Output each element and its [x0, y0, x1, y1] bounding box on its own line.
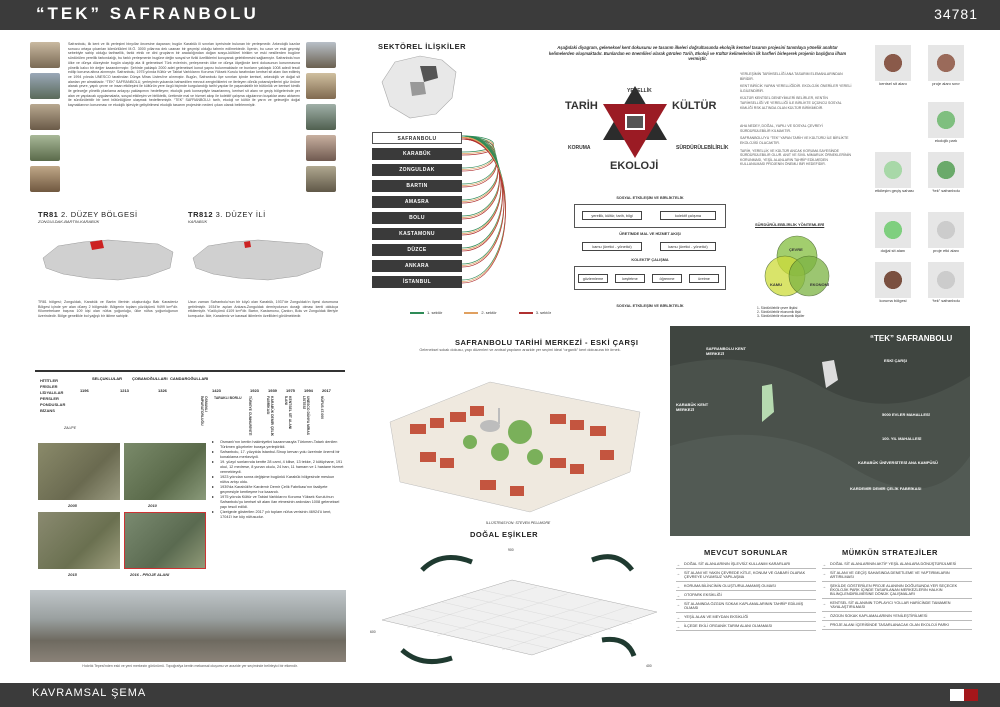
aerial-year: 2005 — [68, 503, 77, 508]
panorama-caption: Hıdırlık Tepesi'nden eski ve yeni merkezin görünümü. Topoğrafya kentin mekansal oluşumu ve arazide yer seçiminde belirleyici bir etkendir. — [82, 664, 298, 668]
year-label: 1196 — [80, 388, 89, 393]
legend-entry: 2. sektör — [464, 310, 496, 315]
tek-map-label: 100. YIL MAHALLESİ — [882, 436, 922, 441]
flow-box: kolektif çalışma — [660, 211, 716, 220]
sector-city-bar: KARABÜK — [372, 148, 462, 160]
flow-diagram — [570, 196, 730, 314]
strategies-title: MÜMKÜN STRATEJİLER — [842, 548, 938, 557]
word-tarih: TARİH — [565, 100, 598, 112]
historic-center-title: SAFRANBOLU TARİHİ MERKEZİ - ESKİ ÇARŞI — [455, 338, 639, 347]
concept-side-notes — [740, 72, 852, 167]
flow-box: yerellik, kültür, tarih, bilgi — [582, 211, 642, 220]
flow-header: SOSYAL ETKİLEŞİM VE BİRLİKTELİK — [616, 196, 684, 200]
strategy-item: → PROJE ALANI İÇERİSİNDE TASARLANACAK OLAN EKOLOJİ PARKI — [822, 621, 972, 630]
photo-thumb — [306, 135, 336, 161]
sector-city-bar: AMASRA — [372, 196, 462, 208]
timeline-events: OSMANLI İMPARATORLUĞU TARAKLI BORLU TÜRKİYE CUMHURİYETİ KARABÜK DEMİR ÇELİK FABRİKASI KENTSEL SİT ALANI İLANI UNESCO DÜNYA MİRAS LİSTESİ NÜFUS 47.000 — [200, 396, 324, 437]
sector-link — [462, 136, 503, 248]
word-ekoloji: EKOLOJİ — [610, 160, 659, 172]
side-note: TARİH, YERELLİK VE KÜLTÜR ANCAK KORUMA SAYESİNDE SÜRDÜRÜLEBİLİR OLUR. ANIT VE SİVİL MİMARLIK ÖRNEKLERİNİN KORUNMASI, YEŞİL ALANLARIN TAHRİP EDİLMEDEN KULLANILMASI PROJENİN ÖNEMLİ BİR HEDEFİDİR. — [740, 148, 852, 167]
thresholds-title: DOĞAL EŞİKLER — [470, 530, 539, 539]
intro-text: Safranbolu, ilk kent ve ilk yerleşimi binyıllar öncesine dayanan; bugün Karabük ili sınırları içerisinde bulunan bir yerleşmedir. Arkeolojik kazılar sonucu ortaya çıkarılan kömürlükleri M.Ö. 3000 yıllarına dek uzanan bir geçmişi olduğu tahmin edilmektedir. İlçenin, bu uzun ve eski geçmişi sebebiyle sahip olduğu tarihsellik, farklı etnik ve dini grupların bir aradalığından doğan sosyo-kültürel birikim ve eski nesillerden bugüne sürdürülen yerellik farkındalığı, bu farklı yerleşmenin bugüne değin sosyal ve fiziki özelliklerini koruyarak gelebilmesini sağlamıştır. Safranbolu'nun ülke ve dünya düzeyinde bugün ulaştığı ata ili geleneksel Türk evlerinin, yerleşmenin ülke ve dünya ölçeğinde kent dokusunun korunmasına yönelik kalıcı bir değer kazandırmıştır. Şehirde yaklaşık 2000 adet geleneksel konut yapısı bulunmaktadır ve bunların yaklaşık 1008 adedi tescil edilip koruma altına alınmıştır. Safranbolu, 1975 yılında Kültür ve Tabiat Varlıklarını Koruma Yüksek Kurulu tarafından kentsel sit alanı ilan edilmiş ve 1994 yılında UNESCO tarafından Dünya Miras Listesi'ne alınmıştır. Bugün, Safranbolu ilçe sınırları içinde kentsel, arkeolojik ve doğal sit alanları yer almaktadır. “TEK” SAFRANBOLU, yerleşimin yukarıda bahsedilen mevcut zenginliklerini ve ilerleyen dönük potansiyellerini göz önüne alarak çevre, yapılı çevre ve insan etkileşimi ile kültürün yere özgü biçimde kurgulandığı tarihi yapılar ile yaşanılabilir bir bütünlük ve kentsel kimlik ile geleceğe yönelik planlama anlayışı yaklaşımını hedefleyen; ekolojik park konseptiyle tasarlanmış, kentsel sit alanı ve geçiş bölgelerinde yer alan ve yapılacak uygulamalarla, sosyal etkileşim ve birliktelik, üretimde mal ve hizmet akışı ile kolektif çalışma olgularının kuşaklar arası aktarımı ile sürdürülebilir bir kent bütünlüğüne ulaşmak hedeflenmiştir. “TEK” SAFRANBOLU: tarih, ekoloji ve kültür ile yarın ve geleceğin doğal kaynaklarının korunması ve ekolojik işleviyle geliştirilmesi ekolojik tasarım projesinin nedeni çıkan olarak belirlenmiştir. — [68, 42, 300, 108]
legend-swatch — [519, 312, 533, 314]
strategies-list — [822, 560, 972, 630]
problem-item: → SİT ALANI VE YAKIN ÇEVREDE KİTLE, KONUM VE GABARİ OLARAK ÇEVREYE UYUMSUZ YAPILAŞMA — [676, 569, 816, 582]
map-tile — [875, 212, 911, 253]
year-label: 1975 — [286, 388, 295, 393]
photo-thumb — [30, 42, 60, 68]
photo-thumb — [30, 104, 60, 130]
illustration-credit: İLLÜSTRASYON: STEVEN PELLMORE — [486, 521, 551, 525]
turkey-map — [38, 228, 178, 288]
map-tile-label: ekolojik park — [934, 138, 958, 143]
side-note: YERLEŞİMİN TARİHSELLİĞİ ANA TASARIM ELEMANLARINDAN BİRİDİR. — [740, 72, 843, 81]
aerial-year: 2015 — [68, 572, 77, 577]
strategy-item: → ŞEKİLDE GÖSTERİLEN PROJE ALANININ DOĞUSUNDA YER SEÇECEK EKOLOJİK PARK İÇİNDE TASARLANAN MERKEZLERİN HALKIN BİLİNÇLENDİRİLMESİNE DÖNÜK ÇALIŞMALARI — [822, 582, 972, 599]
venn-notes: 1- Sürdürülebilir çevre ilişkisi 2- Sürdürülebilir ekonomik ilişki 3- Sürdürülebilir ekonomik ilişkiler — [757, 306, 805, 318]
side-note: SAFRANBOLU'YU “TEK” YAPAN TARİH VE KÜLTÜRÜ İLE BİRLİKTE EKOLOJİSİ OLACAKTIR. — [740, 136, 849, 145]
historic-center-subtitle: Geleneksel sokak dokusu, yapı düzenleri ve anıtsal yapıların arazide yer seçimi ideal “organik” kent dokusuna bir örnek. — [419, 348, 621, 352]
sector-link — [462, 138, 504, 266]
timeline-notes — [212, 440, 344, 520]
tek-map-panel — [670, 326, 970, 536]
map-tile-label: koruma bölgesi — [879, 298, 907, 303]
map-tile — [928, 45, 964, 86]
region-map-title: TR81 2. DÜZEY BÖLGESİ — [38, 210, 138, 219]
region-map-2 — [188, 210, 328, 293]
problem-item: → SİT ALANINDA ÖZGÜN SOKAK KAPLAMALARININ TAHRİP EDİLMİŞ OLMASI — [676, 600, 816, 613]
timeline-note: ▸ Osmanlı'nın kentin hakimiyetini kazanmasıyla Türkmen-Tatarlı denilen Türkmen göçebeler buraya yerleştirildi. — [212, 440, 344, 450]
photo-thumb — [306, 42, 336, 68]
region-text-1: TR81 bölgesi; Zonguldak, Karabük ve Bartın illerinin oluşturduğu Batı Karadeniz Bölgesi içinde yer alan düzey 2 bölgesidir. Bölgenin toplam yüzölçümü 9499 km²'dir. Kilometrekare başına 109 kişi olan nüfus yoğunluğu, ülke nüfus yoğunluğunun üzerindedir. Bölge genellikle bol yağışlı bir iklime sahiptir. — [38, 300, 178, 319]
map-tile — [875, 262, 911, 303]
tek-map-label: KARABÜK ÜNİVERSİTESİ ANA KAMPÜSÜ — [858, 460, 938, 465]
photo-thumb — [306, 73, 336, 99]
tek-map-title: “TEK” SAFRANBOLU — [870, 334, 953, 343]
map-tile — [928, 212, 964, 253]
year-label: 2017 — [322, 388, 331, 393]
tek-map-label: KARABÜK KENT MERKEZİ — [676, 402, 709, 412]
venn-title: SÜRDÜRÜLEBİLİRLİK YÖNTEMLERİ — [755, 222, 825, 227]
flow-box: kamu (üretici - yönetici) — [660, 242, 716, 251]
map-tile — [928, 262, 964, 303]
flow-header: ÜRETİMDE MAL VE HİZMET AKIŞI — [619, 232, 681, 236]
region-map-1 — [38, 210, 178, 293]
map-tile-label: doğal sit alanı — [880, 248, 906, 253]
venn-diagram — [757, 232, 837, 304]
map-tile-shape — [875, 152, 911, 188]
timeline-note: ▸ 1975 yılında Kültür ve Tabiat Varlıklarını Koruma Yüksek Kurulu'nun Safranbolu'yu kentsel sit alanı ilan etmesinin ardından 1008 geleneksel yapı tescil edildi. — [212, 495, 344, 510]
flow-box: gözlemleme — [578, 274, 608, 283]
sector-city-bar: BOLU — [372, 212, 462, 224]
map-tile-shape — [928, 102, 964, 138]
map-tile-label: proje alanı sınır — [932, 81, 960, 86]
map-tile — [875, 152, 914, 193]
map-tile-shape — [928, 152, 964, 188]
timeline-periods: HİTİTLER FRİGLER LİDYALILAR PERSLER PONDUSLAR BİZANS — [40, 378, 66, 413]
sector-city-bar: ZONGULDAK — [372, 164, 462, 176]
panorama-photo — [30, 590, 346, 662]
problem-item: → YEŞİL ALAN VE MEYDAN EKSİKLİĞİ — [676, 613, 816, 622]
legend-swatch — [464, 312, 478, 314]
sector-link — [462, 136, 506, 280]
photo-thumb — [30, 135, 60, 161]
thresholds-diagram — [362, 540, 672, 670]
legend-entry: 1. sektör — [410, 310, 442, 315]
year-label: 1994 — [304, 388, 313, 393]
sheet-number: 34781 — [934, 6, 978, 22]
sector-city-bar: SAFRANBOLU — [372, 132, 462, 144]
strategy-item: → ÖZGÜN SOKAK KAPLAMALARININ YENİLEŞTİRİLMESİ — [822, 612, 972, 621]
dynasty-label: SELÇUKLULAR — [92, 376, 122, 381]
flow-box: üretme — [689, 274, 719, 283]
timeline-note: ▸ 19. yüzyıl sonlarında kentte 28 cami, 4 kilise, 13 tekke, 2 kütüphane, 191 okul, 12 medrese, 8 yunan okulu, 24 han, 11 hamam ve 1 hastane hizmet vermekteydi. — [212, 460, 344, 475]
tek-map-label: KARDEMİR DEMİR ÇELİK FABRİKASI — [850, 486, 922, 491]
intro-thumbs-right — [306, 42, 338, 192]
footer-mark — [950, 689, 964, 701]
tek-map-label: 5000 EVLER MAHALLESİ — [882, 412, 930, 417]
word-surdurulebilirlik: SÜRDÜRÜLEBİLİRLİK — [676, 145, 729, 151]
map-tile — [928, 152, 964, 193]
timeline-note: ▸ Safranbolu, 17. yüzyılda İstanbul-Sinop kervan yolu üzerinde önemli bir konaklama merkeziydi. — [212, 450, 344, 460]
footer-mark — [964, 689, 978, 701]
year-label: 1326 — [158, 388, 167, 393]
flow-header: SOSYAL ETKİLEŞİM VE BİRLİKTELİK — [616, 304, 684, 308]
photo-thumb — [30, 73, 60, 99]
timeline-note: ▸ 1923 yılından sonra değişime bugünkü Karabük bölgesinde meskun nüfus artışı oldu. — [212, 475, 344, 485]
region-map-subtitle: ZONGULDAK-BARTIN-KARABÜK — [38, 219, 100, 224]
word-kultur: KÜLTÜR — [672, 100, 717, 112]
flow-box: keşfetme — [615, 274, 645, 283]
sector-city-bar: DÜZCE — [372, 244, 462, 256]
word-yerellik: YERELLİK — [627, 88, 652, 94]
year-label: 1423 — [212, 388, 221, 393]
year-label: 1213 — [120, 388, 129, 393]
tek-map-label: ESKİ ÇARŞI — [884, 358, 907, 363]
zalipe-label: ZALİPE — [64, 426, 77, 430]
aerial-photo-project — [124, 512, 206, 569]
threshold-axis-label: 600 — [370, 630, 376, 634]
problem-item: → OTOPARK EKSİKLİĞİ — [676, 591, 816, 600]
region-text-2: Uzun zaman Safranbolu'nun bir köyü olan Karabük, 1937'de Zonguldak'ın ilçesi durumuna getirilmiştir. 1934'te açılan Ankara-Zonguldak demiryolunun durağı olması kenti oldukça etkilemiştir. Yüzölçümü 4109 km²'dir. Bartın, Kastamonu, Çankırı, Bolu ve Zonguldak illeriyle komşudur. İlde, Karadeniz ve karasal iklimlerin özellikleri görülmektedir. — [188, 300, 338, 319]
word-koruma: KORUMA — [568, 145, 591, 151]
map-tile-label: “tek” safranbolu — [932, 298, 960, 303]
strategy-item: → DOĞAL SİT ALANLARININ AKTİF YEŞİL ALANLARA DÖNÜŞTÜRÜLMESİ — [822, 560, 972, 569]
threshold-axis-label: 900 — [508, 548, 514, 552]
sector-city-bar: KASTAMONU — [372, 228, 462, 240]
footer-title: KAVRAMSAL ŞEMA — [32, 687, 147, 699]
aerial-photo — [38, 443, 120, 500]
concept-star — [595, 82, 675, 162]
photo-thumb — [306, 104, 336, 130]
map-tile-shape — [928, 212, 964, 248]
intro-thumbs-left — [30, 42, 62, 192]
turkey-map — [188, 228, 328, 288]
concept-intro: Aşağıdaki diyagram, geleneksel kent dokusunu ve tasarım ilkeleri doğrultusunda ekolojik kentsel tasarım projesini tanımlaya yönelik anahtar kelimelerden oluşmaktadır. Bunlardan en önemlileri olarak görülen Tarih, Ekoloji ve Kültür kelimelerinin ilk harfleri birleşerek projenin başlığına ilham vermiştir. — [548, 45, 847, 61]
year-label: 1939 — [268, 388, 277, 393]
aerial-photo — [38, 512, 120, 569]
timeline-axis — [35, 370, 345, 372]
problem-item: → KORUMA BİLİNCİNİN OLUŞTURULAMAMIŞ OLMASI — [676, 582, 816, 591]
region-map-subtitle: KARABÜK — [188, 219, 208, 224]
map-tile-shape — [875, 262, 911, 298]
dynasty-label: CANDAROĞULLARI — [170, 376, 209, 381]
side-note: AHA NEDEY, DOĞAL, YAPILI VE SOSYAL ÇEVREYİ SÜRDÜRÜLEBİLİR KILMAKTIR. — [740, 124, 823, 133]
photo-thumb — [30, 166, 60, 192]
historic-center-illustration — [370, 362, 660, 522]
sector-city-bar: BARTIN — [372, 180, 462, 192]
map-tile-label: proje etki alanı — [932, 248, 959, 253]
map-tile-shape — [875, 212, 911, 248]
page-title: “TEK” SAFRANBOLU — [36, 4, 259, 23]
photo-thumb — [306, 166, 336, 192]
problem-item: → DOĞAL SİT ALANLARININ İŞLEVSİZ KULLANIM KARARLARI — [676, 560, 816, 569]
map-tile — [928, 102, 964, 143]
threshold-axis-label: 400 — [646, 664, 652, 668]
aerial-photo — [124, 443, 206, 500]
dynasty-label: ÇOBANOĞULLARI — [132, 376, 168, 381]
highlight-region — [244, 241, 251, 248]
map-tile-shape — [875, 45, 911, 81]
map-tile-shape — [928, 45, 964, 81]
problem-item: → İLÇEDE EKİLİ ORGANİK TARIM ALANI OLMAMASI — [676, 622, 816, 631]
problems-title: MEVCUT SORUNLAR — [704, 548, 788, 557]
problems-list — [676, 560, 816, 631]
tek-map-label: SAFRANBOLU KENT MERKEZİ — [706, 346, 746, 356]
sectoral-title: SEKTÖREL İLİŞKİLER — [378, 42, 467, 51]
sectoral-region-map — [380, 52, 460, 122]
sectoral-links — [462, 130, 532, 295]
side-note: KÜLTÜR KENTSEL DENEYİMLERİ BELİRLER, KENTİN TARİHSELLİĞİ VE YERELLİĞİ İLE BİRLİKTE ÜÇÜNCÜ SOSYAL KİMLİĞİ RSK ALTINDA OLAN KÜLTÜR BİRİKİMİDİR. — [740, 96, 842, 110]
flow-header: KOLEKTİF ÇALIŞMA — [631, 258, 669, 262]
aerial-year: 2010 — [148, 503, 157, 508]
venn-set-label: ÇEVRE — [789, 247, 803, 252]
flow-box: öğrenme — [652, 274, 682, 283]
strategy-item: → SİT ALANI VE GEÇİŞ SAHASINDA DENETLEME VE YAPTIRIMLARIN ARTIRILMASI — [822, 569, 972, 582]
aerial-year: 2016 - PROJE ALANI — [130, 572, 170, 577]
sectoral-legend — [410, 310, 551, 315]
venn-set-label: KAMU — [770, 282, 782, 287]
sector-city-bar: İSTANBUL — [372, 276, 462, 288]
map-tile-label: etkileşim geçiş sahası — [875, 188, 914, 193]
timeline-note: ▸ 1939'da Karabük'te Kardemir Demir Çelik Fabrikası'nın faaliyete geçmesiyle kentleşme hız kazandı. — [212, 485, 344, 495]
region-map-title: TR812 3. DÜZEY İLİ — [188, 210, 266, 219]
map-tile-label: kentsel sit alanı — [879, 81, 907, 86]
tek-map-terrain — [670, 326, 970, 536]
flow-box: kamu (üretici - yönetici) — [582, 242, 642, 251]
year-label: 1923 — [250, 388, 259, 393]
legend-swatch — [410, 312, 424, 314]
legend-entry: 3. sektör — [519, 310, 551, 315]
map-tile-shape — [928, 262, 964, 298]
map-tile-label: “tek” safranbolu — [932, 188, 960, 193]
footer-bar — [0, 683, 1000, 707]
venn-set-label: EKONOMİ — [810, 282, 830, 287]
strategy-item: → KENTSEL SİT ALANININ TOPLAYICI YOLLAR HARİCİNDE TAMAMEN YAYALAŞTIRILMASI — [822, 599, 972, 612]
timeline-note: ▸ Çizelgede gösterilen 2017 yılı toplam nüfus verisinin 46924'ü kent, 17041'i ise köy nüfusudur. — [212, 510, 344, 520]
map-tile — [875, 45, 911, 86]
sector-city-bar: ANKARA — [372, 260, 462, 272]
side-note: KENT BİRİCİK YAPAN YERELLİĞİDİR. EKOLOJİK ÖNERİLER YERELİ İLGİLENDİRİR. — [740, 84, 852, 93]
